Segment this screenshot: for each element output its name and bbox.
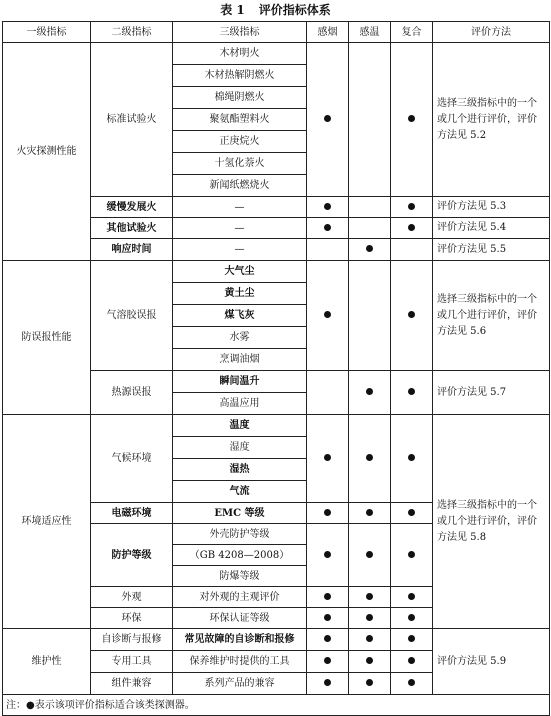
table-caption: [0, 0, 551, 20]
level2-standard-fire: 标准试验火: [91, 43, 173, 197]
mark-heat: [349, 371, 391, 415]
mark-heat: [349, 608, 391, 629]
mark-composite: [391, 629, 433, 651]
table-row: [3, 629, 550, 651]
mark-composite: [391, 587, 433, 608]
mark-heat: [349, 503, 391, 524]
level3-selfdiag: 常见故障的自诊断和报修: [173, 629, 307, 651]
table-row: [3, 43, 550, 65]
header-heat: 感温: [349, 22, 391, 43]
level2-emc: 电磁环境: [91, 503, 173, 524]
mark-composite: [391, 503, 433, 524]
level3-dash: —: [173, 197, 307, 218]
level1-fire: 火灾探测性能: [3, 43, 91, 261]
note-row: [3, 695, 550, 716]
header-level1: 一级指标: [3, 22, 91, 43]
method-response-time: 评价方法见 5.5: [433, 239, 550, 261]
mark-heat-empty: [349, 218, 391, 239]
mark-smoke: [307, 651, 349, 673]
level3-compat: 系列产品的兼容: [173, 673, 307, 695]
level3-appearance: 对外观的主观评价: [173, 587, 307, 608]
mark-heat-empty: [349, 197, 391, 218]
mark-heat: [349, 524, 391, 587]
level3-item: 正庚烷火: [173, 131, 307, 153]
mark-heat: [349, 587, 391, 608]
mark-smoke: [307, 673, 349, 695]
mark-smoke: [307, 524, 349, 587]
mark-heat: [349, 673, 391, 695]
mark-composite: [391, 43, 433, 197]
level3-dash: —: [173, 239, 307, 261]
level2-other-fire: 其他试验火: [91, 218, 173, 239]
level3-item: 聚氨酯塑料火: [173, 109, 307, 131]
level1-misreport: 防误报性能: [3, 261, 91, 415]
level3-item: 水雾: [173, 327, 307, 349]
table-title: 评价指标体系: [258, 3, 331, 17]
mark-composite: [391, 608, 433, 629]
method-aerosol: 选择三级指标中的一个或几个进行评价，评价方法见 5.6: [433, 261, 550, 371]
mark-smoke: [307, 587, 349, 608]
mark-composite: [391, 415, 433, 503]
level2-aerosol: 气溶胶误报: [91, 261, 173, 371]
level3-item: 大气尘: [173, 261, 307, 283]
header-row: [3, 22, 550, 43]
level3-item: 烹调油烟: [173, 349, 307, 371]
level3-item: 湿热: [173, 459, 307, 481]
level2-compat: 组件兼容: [91, 673, 173, 695]
mark-smoke: [307, 415, 349, 503]
level2-slow-fire: 缓慢发展火: [91, 197, 173, 218]
level3-item: 木材明火: [173, 43, 307, 65]
mark-smoke-empty: [307, 239, 349, 261]
mark-heat-empty: [349, 261, 391, 371]
level2-protection: 防护等级: [91, 524, 173, 587]
method-slow-fire: 评价方法见 5.3: [433, 197, 550, 218]
method-other-fire: 评价方法见 5.4: [433, 218, 550, 239]
method-heat-source: 评价方法见 5.7: [433, 371, 550, 415]
mark-heat-empty: [349, 43, 391, 197]
mark-smoke: [307, 197, 349, 218]
mark-composite: [391, 524, 433, 587]
mark-composite: [391, 371, 433, 415]
level3-eco: 环保认证等级: [173, 608, 307, 629]
table-row: [3, 261, 550, 283]
method-standard-fire: 选择三级指标中的一个或几个进行评价，评价方法见 5.2: [433, 43, 550, 197]
mark-heat: [349, 239, 391, 261]
mark-composite: [391, 651, 433, 673]
mark-heat: [349, 629, 391, 651]
mark-composite: [391, 261, 433, 371]
mark-smoke: [307, 608, 349, 629]
level3-item: 黄土尘: [173, 283, 307, 305]
method-environment: 选择三级指标中的一个或几个进行评价，评价方法见 5.8: [433, 415, 550, 629]
level3-item: 气流: [173, 481, 307, 503]
mark-heat: [349, 651, 391, 673]
method-maintenance: 评价方法见 5.9: [433, 629, 550, 695]
level3-dash: —: [173, 218, 307, 239]
mark-smoke: [307, 503, 349, 524]
level3-explosion: 防爆等级: [173, 566, 307, 587]
level2-appearance: 外观: [91, 587, 173, 608]
level3-item: 煤飞灰: [173, 305, 307, 327]
header-smoke: 感烟: [307, 22, 349, 43]
header-composite: 复合: [391, 22, 433, 43]
level2-heat-source: 热源误报: [91, 371, 173, 415]
level2-tool: 专用工具: [91, 651, 173, 673]
level3-item: 高温应用: [173, 393, 307, 415]
level1-environment: 环境适应性: [3, 415, 91, 629]
level3-item: 新闻纸燃烧火: [173, 175, 307, 197]
level3-item: 十氢化萘火: [173, 153, 307, 175]
level3-item: 温度: [173, 415, 307, 437]
table-number: 表 1: [220, 3, 245, 17]
mark-composite-empty: [391, 239, 433, 261]
level2-eco: 环保: [91, 608, 173, 629]
level3-item: 瞬间温升: [173, 371, 307, 393]
mark-smoke: [307, 43, 349, 197]
level3-item: 木材热解阴燃火: [173, 65, 307, 87]
level3-item: 棉绳阴燃火: [173, 87, 307, 109]
header-level2: 二级指标: [91, 22, 173, 43]
mark-composite: [391, 673, 433, 695]
level3-emc: EMC 等级: [173, 503, 307, 524]
mark-smoke: [307, 629, 349, 651]
table-note: 注：●表示该项评价指标适合该类探测器。: [3, 695, 550, 716]
mark-smoke: [307, 261, 349, 371]
header-level3: 三级指标: [173, 22, 307, 43]
level1-maintenance: 维护性: [3, 629, 91, 695]
level3-shell-protection: 外壳防护等级: [173, 524, 307, 545]
level2-selfdiag: 自诊断与报修: [91, 629, 173, 651]
level3-item: 湿度: [173, 437, 307, 459]
mark-smoke-empty: [307, 371, 349, 415]
mark-smoke: [307, 218, 349, 239]
level3-tool: 保养维护时提供的工具: [173, 651, 307, 673]
level3-shell-standard: （GB 4208—2008）: [173, 545, 307, 566]
mark-composite: [391, 197, 433, 218]
header-method: 评价方法: [433, 22, 550, 43]
mark-composite: [391, 218, 433, 239]
mark-heat: [349, 415, 391, 503]
level2-response-time: 响应时间: [91, 239, 173, 261]
level2-climate: 气候环境: [91, 415, 173, 503]
evaluation-index-table: [2, 21, 550, 716]
table-row: [3, 415, 550, 437]
